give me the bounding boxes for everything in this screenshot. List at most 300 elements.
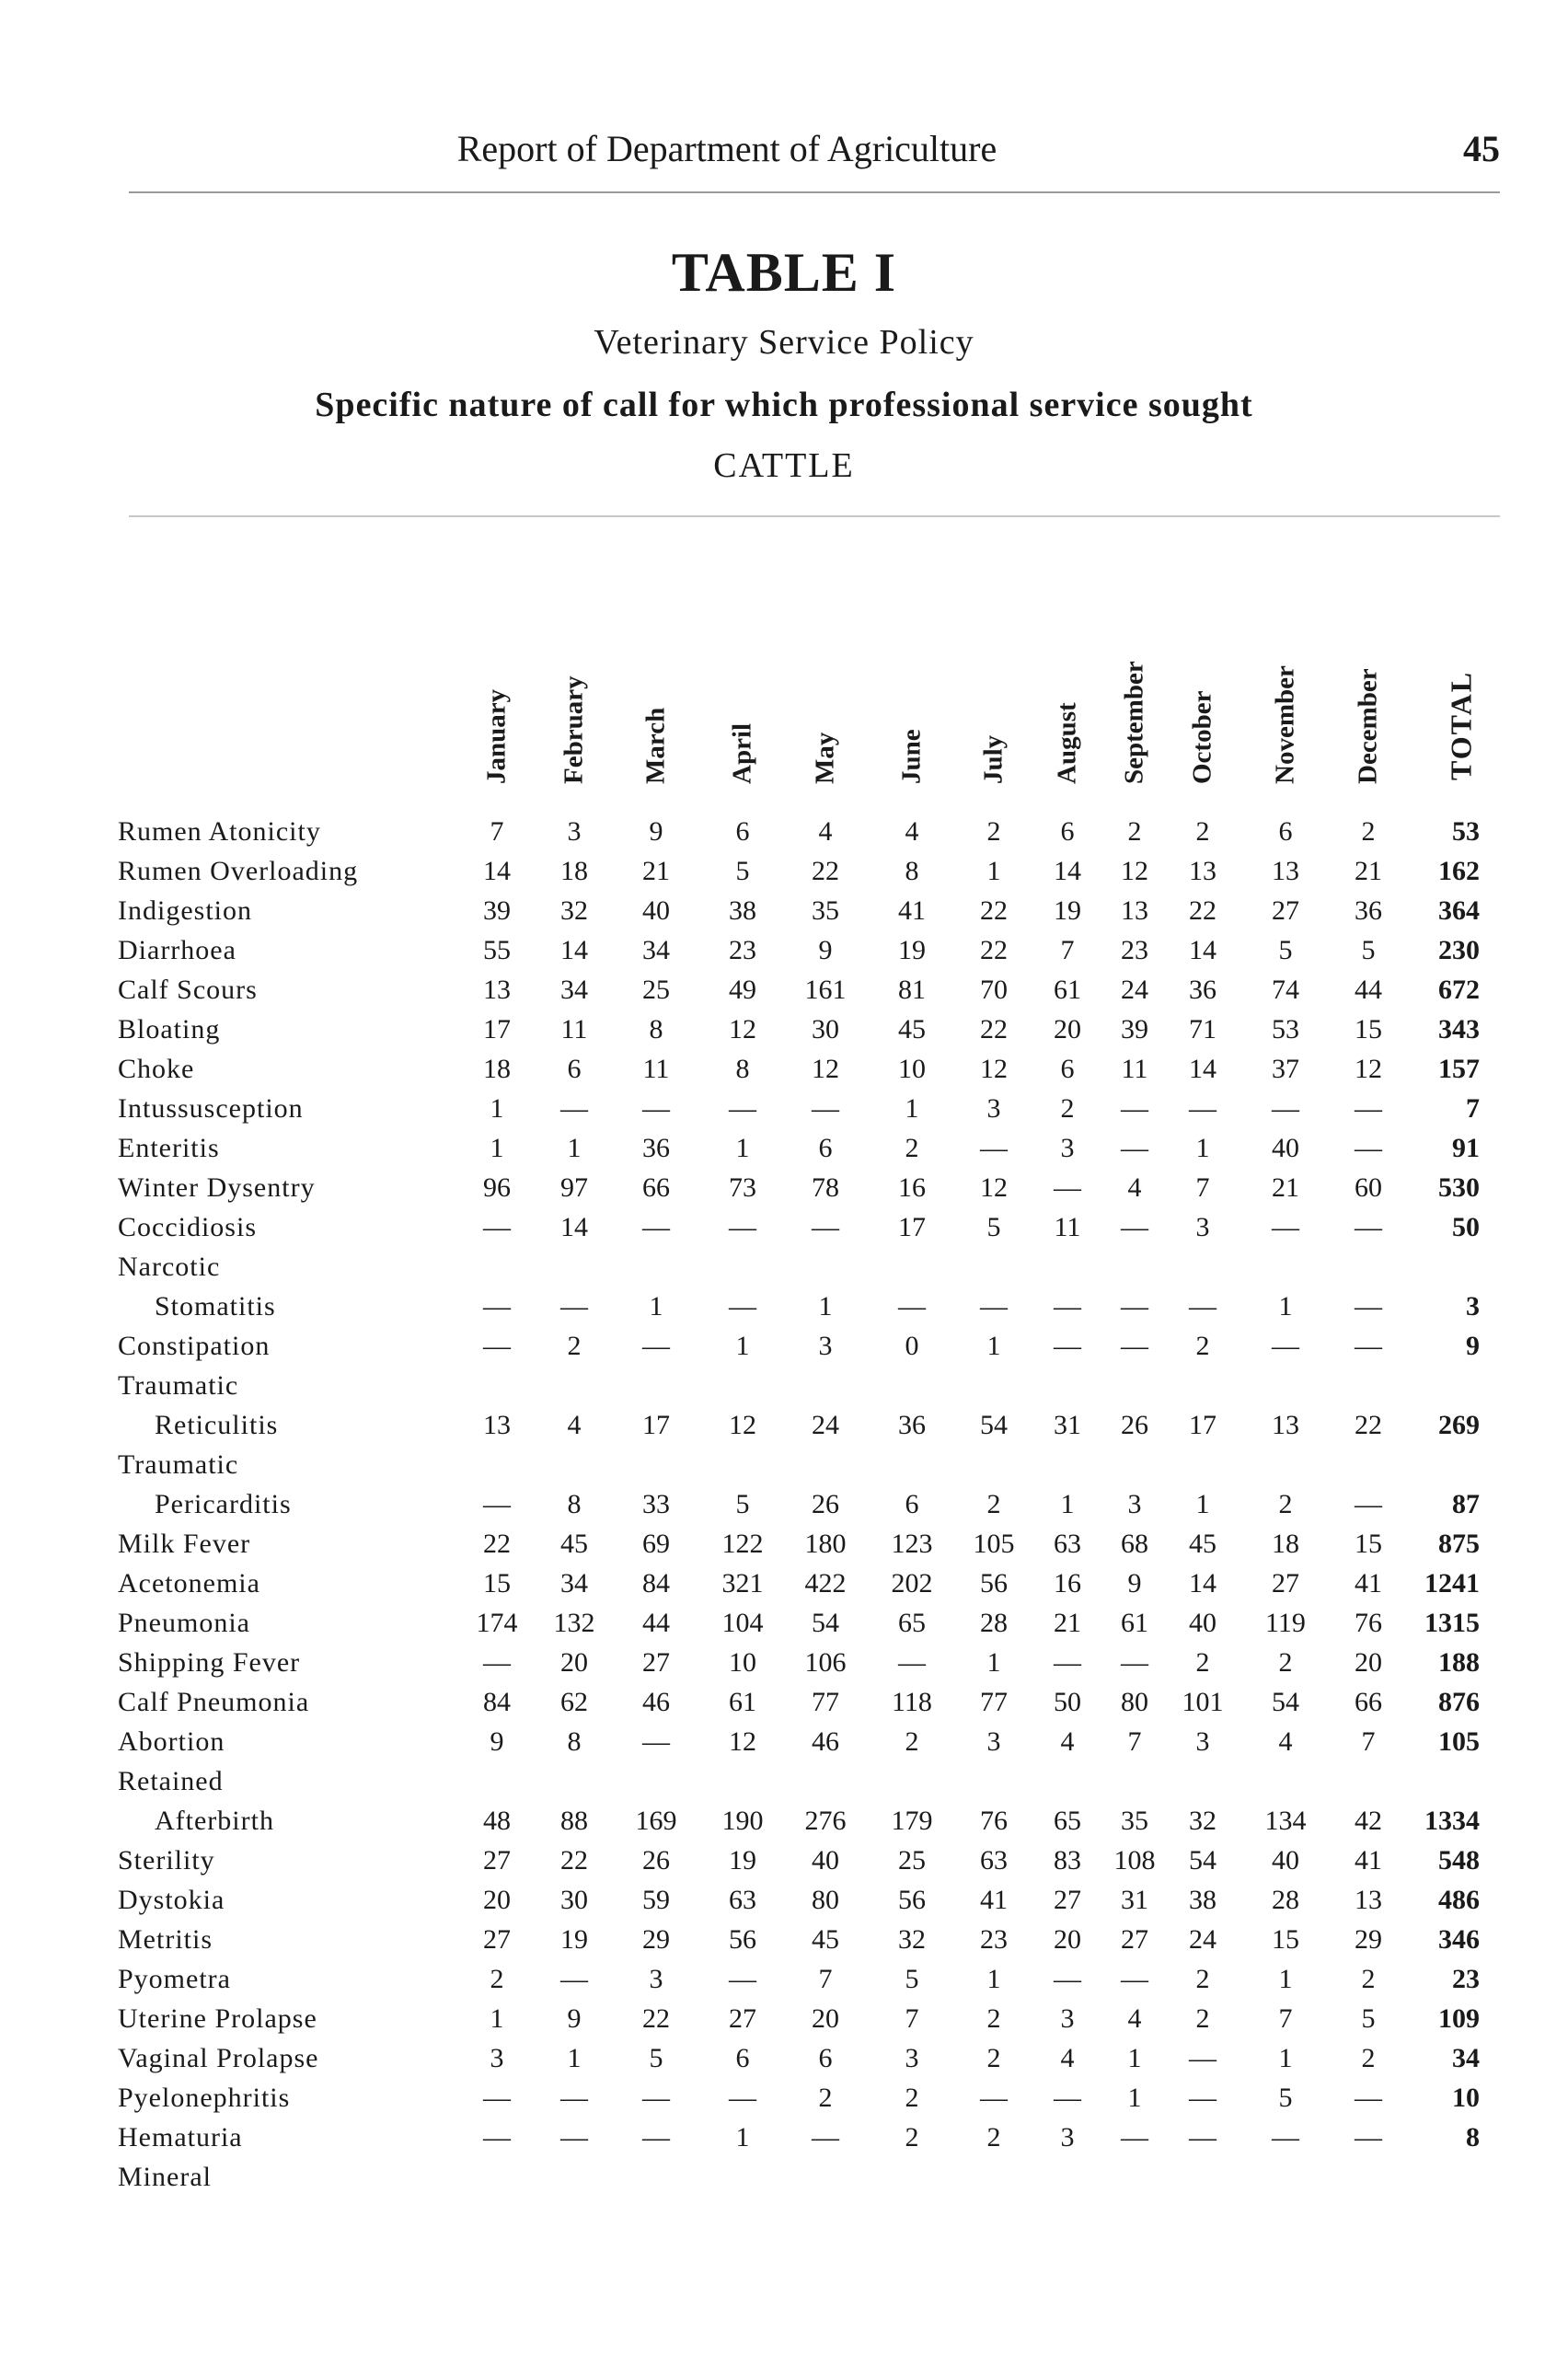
- table-cell: 42: [1355, 1806, 1382, 1836]
- table-cell: 25: [642, 975, 670, 1005]
- table-cell: 14: [1189, 1568, 1216, 1598]
- table-cell: 4: [818, 816, 833, 847]
- table-cell: 34: [560, 1568, 588, 1598]
- table-row: [0, 894, 1568, 933]
- row-total-cell: 34: [1452, 2043, 1480, 2073]
- table-cell: 23: [729, 935, 756, 965]
- table-cell: 35: [812, 895, 839, 926]
- table-cell: —: [1355, 1291, 1382, 1321]
- table-cell: —: [1121, 1331, 1148, 1361]
- table-cell: 39: [1121, 1014, 1148, 1045]
- table-cell: —: [980, 1291, 1008, 1321]
- table-row: [0, 1487, 1568, 1527]
- table-cell: 169: [635, 1806, 677, 1836]
- table-cell: 25: [898, 1845, 926, 1875]
- table-cell: —: [898, 1291, 926, 1321]
- column-header-july: [966, 607, 1021, 814]
- table-cell: 32: [898, 1924, 926, 1955]
- table-cell: 4: [1127, 2003, 1142, 2034]
- table-row: [0, 973, 1568, 1012]
- table-cell: 76: [1355, 1608, 1382, 1638]
- table-cell: 45: [898, 1014, 926, 1045]
- row-label: Sterility: [118, 1845, 215, 1875]
- table-cell: 104: [721, 1608, 764, 1638]
- table-row: [0, 1962, 1568, 2002]
- row-label: Traumatic: [118, 1370, 239, 1401]
- column-header-label: June: [896, 729, 927, 784]
- table-cell: —: [1121, 1133, 1148, 1163]
- table-cell: 10: [729, 1647, 756, 1678]
- table-cell: —: [980, 2083, 1008, 2113]
- table-cell: —: [1355, 2083, 1382, 2113]
- table-cell: 83: [1054, 1845, 1081, 1875]
- table-cell: 34: [642, 935, 670, 965]
- table-cell: 48: [483, 1806, 511, 1836]
- table-cell: 14: [560, 935, 588, 965]
- table-cell: —: [1355, 1331, 1382, 1361]
- table-cell: 1: [490, 1093, 504, 1124]
- table-cell: 54: [1272, 1687, 1299, 1717]
- row-label: Bloating: [118, 1014, 221, 1045]
- table-cell: 123: [891, 1529, 933, 1559]
- table-cell: 27: [1272, 1568, 1299, 1598]
- table-cell: 80: [812, 1885, 839, 1915]
- table-cell: 422: [804, 1568, 847, 1598]
- table-cell: 1: [1278, 1291, 1293, 1321]
- table-row: [0, 1922, 1568, 1962]
- column-header-label: April: [727, 722, 757, 784]
- data-table: [0, 814, 1568, 2199]
- table-cell: 38: [729, 895, 756, 926]
- table-cell: 1: [649, 1291, 663, 1321]
- table-cell: 2: [986, 2122, 1001, 2152]
- table-cell: 6: [735, 816, 750, 847]
- table-cell: 20: [560, 1647, 588, 1678]
- table-cell: 24: [1121, 975, 1148, 1005]
- table-row: [0, 1052, 1568, 1091]
- table-cell: 21: [1355, 856, 1382, 886]
- table-cell: 14: [1189, 935, 1216, 965]
- table-row: [0, 814, 1568, 854]
- table-cell: —: [642, 1093, 670, 1124]
- table-cell: 2: [986, 816, 1001, 847]
- row-label: Indigestion: [118, 895, 252, 926]
- row-total-cell: 1315: [1424, 1608, 1480, 1638]
- row-label: Stomatitis: [155, 1291, 276, 1321]
- table-cell: 5: [735, 856, 750, 886]
- table-cell: 21: [642, 856, 670, 886]
- row-label: Intussusception: [118, 1093, 304, 1124]
- row-total-cell: 109: [1438, 2003, 1480, 2034]
- table-cell: 54: [1189, 1845, 1216, 1875]
- row-label: Retained: [118, 1766, 224, 1796]
- table-cell: 36: [642, 1133, 670, 1163]
- column-header-label: November: [1270, 665, 1300, 784]
- column-header-label: March: [640, 707, 671, 784]
- table-cell: —: [642, 2122, 670, 2152]
- table-cell: —: [1355, 1093, 1382, 1124]
- row-label: Coccidiosis: [118, 1212, 257, 1242]
- table-cell: 46: [642, 1687, 670, 1717]
- table-title: TABLE I: [671, 242, 897, 303]
- row-total-cell: 7: [1466, 1093, 1480, 1124]
- column-header-november: [1258, 607, 1313, 814]
- table-cell: —: [642, 1212, 670, 1242]
- table-cell: 2: [905, 1726, 919, 1757]
- table-row: [0, 1764, 1568, 1804]
- row-total-cell: 1241: [1424, 1568, 1480, 1598]
- table-subtitle-species: CATTLE: [713, 446, 855, 485]
- row-total-cell: 188: [1438, 1647, 1480, 1678]
- table-cell: 45: [1189, 1529, 1216, 1559]
- table-cell: —: [812, 1093, 839, 1124]
- table-cell: 3: [986, 1093, 1001, 1124]
- table-cell: 8: [735, 1054, 750, 1084]
- row-label: Traumatic: [118, 1449, 239, 1480]
- table-cell: 1: [1195, 1133, 1210, 1163]
- table-cell: 41: [980, 1885, 1008, 1915]
- row-total-cell: 8: [1466, 2122, 1480, 2152]
- table-cell: 44: [642, 1608, 670, 1638]
- row-label: Pyometra: [118, 1964, 231, 1994]
- table-cell: 14: [1189, 1054, 1216, 1084]
- table-cell: —: [729, 2083, 756, 2113]
- table-cell: 1: [986, 856, 1001, 886]
- row-total-cell: 23: [1452, 1964, 1480, 1994]
- table-cell: 3: [1060, 2003, 1075, 2034]
- table-cell: 101: [1182, 1687, 1224, 1717]
- table-cell: 33: [642, 1489, 670, 1519]
- table-cell: 2: [905, 2083, 919, 2113]
- table-cell: —: [980, 1133, 1008, 1163]
- table-cell: 39: [483, 895, 511, 926]
- row-label: Metritis: [118, 1924, 213, 1955]
- row-total-cell: 157: [1438, 1054, 1480, 1084]
- table-row: [0, 1606, 1568, 1645]
- table-cell: 63: [980, 1845, 1008, 1875]
- table-row: [0, 1804, 1568, 1843]
- table-cell: 80: [1121, 1687, 1148, 1717]
- table-cell: 122: [721, 1529, 764, 1559]
- table-cell: 63: [1054, 1529, 1081, 1559]
- table-cell: 15: [1355, 1014, 1382, 1045]
- table-cell: —: [1189, 1093, 1216, 1124]
- table-cell: —: [483, 1212, 511, 1242]
- table-cell: 34: [560, 975, 588, 1005]
- running-title: Report of Department of Agriculture: [456, 128, 997, 169]
- row-total-cell: 343: [1438, 1014, 1480, 1045]
- table-cell: 19: [898, 935, 926, 965]
- table-cell: 13: [483, 975, 511, 1005]
- table-cell: —: [1121, 1647, 1148, 1678]
- table-cell: 17: [483, 1014, 511, 1045]
- table-cell: —: [560, 1093, 588, 1124]
- table-cell: 27: [483, 1924, 511, 1955]
- table-cell: 74: [1272, 975, 1299, 1005]
- row-label: Afterbirth: [155, 1806, 274, 1836]
- table-cell: 9: [490, 1726, 504, 1757]
- table-cell: 20: [1054, 1924, 1081, 1955]
- table-cell: 16: [898, 1172, 926, 1203]
- table-cell: 7: [818, 1964, 833, 1994]
- table-cell: 15: [483, 1568, 511, 1598]
- table-cell: 4: [905, 816, 919, 847]
- table-cell: 2: [986, 2043, 1001, 2073]
- row-label: Enteritis: [118, 1133, 220, 1163]
- table-cell: 8: [649, 1014, 663, 1045]
- table-cell: 35: [1121, 1806, 1148, 1836]
- table-cell: 5: [1278, 935, 1293, 965]
- table-cell: 3: [1195, 1212, 1210, 1242]
- row-label: Rumen Atonicity: [118, 816, 321, 847]
- table-cell: 132: [553, 1608, 595, 1638]
- table-row: [0, 1131, 1568, 1171]
- table-cell: 40: [642, 895, 670, 926]
- table-cell: 21: [1272, 1172, 1299, 1203]
- table-cell: 19: [729, 1845, 756, 1875]
- table-cell: —: [560, 1291, 588, 1321]
- table-cell: 29: [642, 1924, 670, 1955]
- table-cell: 174: [476, 1608, 518, 1638]
- row-label: Reticulitis: [155, 1410, 279, 1440]
- column-header-total: [1434, 607, 1489, 814]
- row-label: Shipping Fever: [118, 1647, 301, 1678]
- table-cell: 54: [980, 1410, 1008, 1440]
- table-cell: 56: [729, 1924, 756, 1955]
- table-cell: —: [812, 2122, 839, 2152]
- table-cell: 65: [1054, 1806, 1081, 1836]
- table-cell: 5: [986, 1212, 1001, 1242]
- table-cell: 1: [1060, 1489, 1075, 1519]
- table-cell: 15: [1272, 1924, 1299, 1955]
- table-cell: 70: [980, 975, 1008, 1005]
- row-total-cell: 364: [1438, 895, 1480, 926]
- column-header-label: January: [481, 688, 512, 784]
- table-cell: 26: [812, 1489, 839, 1519]
- table-cell: —: [1272, 1093, 1299, 1124]
- table-cell: —: [1189, 2122, 1216, 2152]
- row-label: Rumen Overloading: [118, 856, 359, 886]
- row-total-cell: 672: [1438, 975, 1480, 1005]
- table-cell: —: [1121, 1291, 1148, 1321]
- table-cell: 17: [898, 1212, 926, 1242]
- column-header-label: August: [1052, 702, 1082, 784]
- row-total-cell: 87: [1452, 1489, 1480, 1519]
- table-cell: 11: [1121, 1054, 1148, 1084]
- column-header-june: [884, 607, 940, 814]
- table-cell: 13: [1272, 856, 1299, 886]
- table-cell: 2: [986, 2003, 1001, 2034]
- table-cell: 36: [1189, 975, 1216, 1005]
- table-cell: 4: [1060, 1726, 1075, 1757]
- table-cell: 5: [1361, 935, 1376, 965]
- table-cell: 13: [1189, 856, 1216, 886]
- table-cell: 18: [483, 1054, 511, 1084]
- table-cell: 2: [986, 1489, 1001, 1519]
- table-cell: 12: [1121, 856, 1148, 886]
- table-row: [0, 1012, 1568, 1052]
- table-cell: 22: [642, 2003, 670, 2034]
- table-cell: —: [483, 2083, 511, 2113]
- table-row: [0, 1171, 1568, 1210]
- table-cell: —: [898, 1647, 926, 1678]
- table-cell: 71: [1189, 1014, 1216, 1045]
- table-row: [0, 1448, 1568, 1487]
- table-cell: 3: [567, 816, 582, 847]
- table-cell: 40: [812, 1845, 839, 1875]
- table-cell: 9: [567, 2003, 582, 2034]
- column-header-august: [1040, 607, 1095, 814]
- row-label: Diarrhoea: [118, 935, 236, 965]
- table-cell: 17: [1189, 1410, 1216, 1440]
- table-cell: 6: [1060, 816, 1075, 847]
- table-cell: 56: [980, 1568, 1008, 1598]
- table-cell: 45: [812, 1924, 839, 1955]
- table-cell: 1: [1195, 1489, 1210, 1519]
- table-cell: 26: [1121, 1410, 1148, 1440]
- row-total-cell: 53: [1452, 816, 1480, 847]
- table-cell: 14: [560, 1212, 588, 1242]
- table-cell: —: [1121, 1212, 1148, 1242]
- table-row: [0, 2041, 1568, 2081]
- table-cell: —: [1054, 1172, 1081, 1203]
- table-row: [0, 2002, 1568, 2041]
- table-cell: 7: [490, 816, 504, 847]
- table-cell: 29: [1355, 1924, 1382, 1955]
- table-cell: 20: [812, 2003, 839, 2034]
- table-cell: 12: [812, 1054, 839, 1084]
- table-cell: 21: [1054, 1608, 1081, 1638]
- row-total-cell: 876: [1438, 1687, 1480, 1717]
- row-label: Abortion: [118, 1726, 225, 1757]
- row-label: Pyelonephritis: [118, 2083, 291, 2113]
- table-cell: 14: [483, 856, 511, 886]
- table-cell: 2: [567, 1331, 582, 1361]
- table-cell: 27: [1121, 1924, 1148, 1955]
- table-cell: 4: [1060, 2043, 1075, 2073]
- table-cell: —: [1054, 1964, 1081, 1994]
- table-cell: —: [1189, 1291, 1216, 1321]
- table-cell: 22: [560, 1845, 588, 1875]
- table-row: [0, 1645, 1568, 1685]
- table-cell: 41: [1355, 1845, 1382, 1875]
- table-cell: 88: [560, 1806, 588, 1836]
- row-total-cell: 9: [1466, 1331, 1480, 1361]
- table-cell: 27: [1272, 895, 1299, 926]
- table-cell: 22: [980, 895, 1008, 926]
- column-header-label: May: [810, 732, 840, 784]
- table-row: [0, 2160, 1568, 2199]
- table-cell: 179: [891, 1806, 933, 1836]
- table-cell: 1: [1278, 1964, 1293, 1994]
- table-cell: 61: [1121, 1608, 1148, 1638]
- table-cell: 3: [1195, 1726, 1210, 1757]
- header-rule: [129, 191, 1500, 193]
- table-cell: 2: [1278, 1489, 1293, 1519]
- table-cell: 10: [898, 1054, 926, 1084]
- table-cell: 9: [649, 816, 663, 847]
- table-cell: 6: [1278, 816, 1293, 847]
- table-cell: 1: [735, 1331, 750, 1361]
- table-cell: 2: [1195, 1647, 1210, 1678]
- table-cell: —: [1189, 2083, 1216, 2113]
- table-cell: 4: [1278, 1726, 1293, 1757]
- table-cell: 77: [812, 1687, 839, 1717]
- table-cell: 5: [649, 2043, 663, 2073]
- table-cell: 105: [973, 1529, 1015, 1559]
- table-cell: 6: [818, 1133, 833, 1163]
- table-cell: 81: [898, 975, 926, 1005]
- table-cell: 27: [1054, 1885, 1081, 1915]
- table-cell: 22: [812, 856, 839, 886]
- table-cell: —: [1121, 2122, 1148, 2152]
- row-total-cell: 1334: [1424, 1806, 1480, 1836]
- table-cell: 23: [1121, 935, 1148, 965]
- table-cell: —: [1054, 1647, 1081, 1678]
- table-cell: 11: [642, 1054, 670, 1084]
- column-header-april: [715, 607, 770, 814]
- table-cell: 28: [980, 1608, 1008, 1638]
- table-cell: 5: [905, 1964, 919, 1994]
- table-cell: 9: [1127, 1568, 1142, 1598]
- table-cell: 23: [980, 1924, 1008, 1955]
- table-cell: 7: [1195, 1172, 1210, 1203]
- table-cell: —: [1054, 2083, 1081, 2113]
- table-cell: 12: [1355, 1054, 1382, 1084]
- table-cell: 13: [1355, 1885, 1382, 1915]
- table-cell: —: [1272, 1331, 1299, 1361]
- table-cell: 2: [818, 2083, 833, 2113]
- table-cell: —: [729, 1212, 756, 1242]
- table-cell: 7: [1361, 1726, 1376, 1757]
- table-cell: 119: [1265, 1608, 1306, 1638]
- table-cell: 32: [560, 895, 588, 926]
- table-cell: 3: [649, 1964, 663, 1994]
- row-label: Calf Scours: [118, 975, 258, 1005]
- row-label: Dystokia: [118, 1885, 225, 1915]
- table-row: [0, 1843, 1568, 1883]
- table-row: [0, 1408, 1568, 1448]
- table-cell: 5: [1361, 2003, 1376, 2034]
- row-total-cell: 269: [1438, 1410, 1480, 1440]
- table-cell: —: [812, 1212, 839, 1242]
- table-cell: 14: [1054, 856, 1081, 886]
- table-cell: 24: [1189, 1924, 1216, 1955]
- table-cell: 68: [1121, 1529, 1148, 1559]
- table-cell: —: [1189, 2043, 1216, 2073]
- table-cell: 1: [735, 2122, 750, 2152]
- row-label: Vaginal Prolapse: [118, 2043, 319, 2073]
- table-cell: 76: [980, 1806, 1008, 1836]
- table-cell: 31: [1054, 1410, 1081, 1440]
- table-cell: —: [1355, 1133, 1382, 1163]
- table-cell: 2: [1195, 2003, 1210, 2034]
- table-cell: —: [560, 2122, 588, 2152]
- table-cell: 69: [642, 1529, 670, 1559]
- table-cell: 106: [804, 1647, 847, 1678]
- table-row: [0, 1329, 1568, 1368]
- table-cell: 20: [483, 1885, 511, 1915]
- table-cell: 18: [1272, 1529, 1299, 1559]
- table-cell: 53: [1272, 1014, 1299, 1045]
- table-cell: 36: [1355, 895, 1382, 926]
- table-cell: 84: [642, 1568, 670, 1598]
- table-cell: 46: [812, 1726, 839, 1757]
- table-cell: 41: [1355, 1568, 1382, 1598]
- table-cell: 11: [560, 1014, 588, 1045]
- table-cell: 6: [735, 2043, 750, 2073]
- column-header-march: [628, 607, 684, 814]
